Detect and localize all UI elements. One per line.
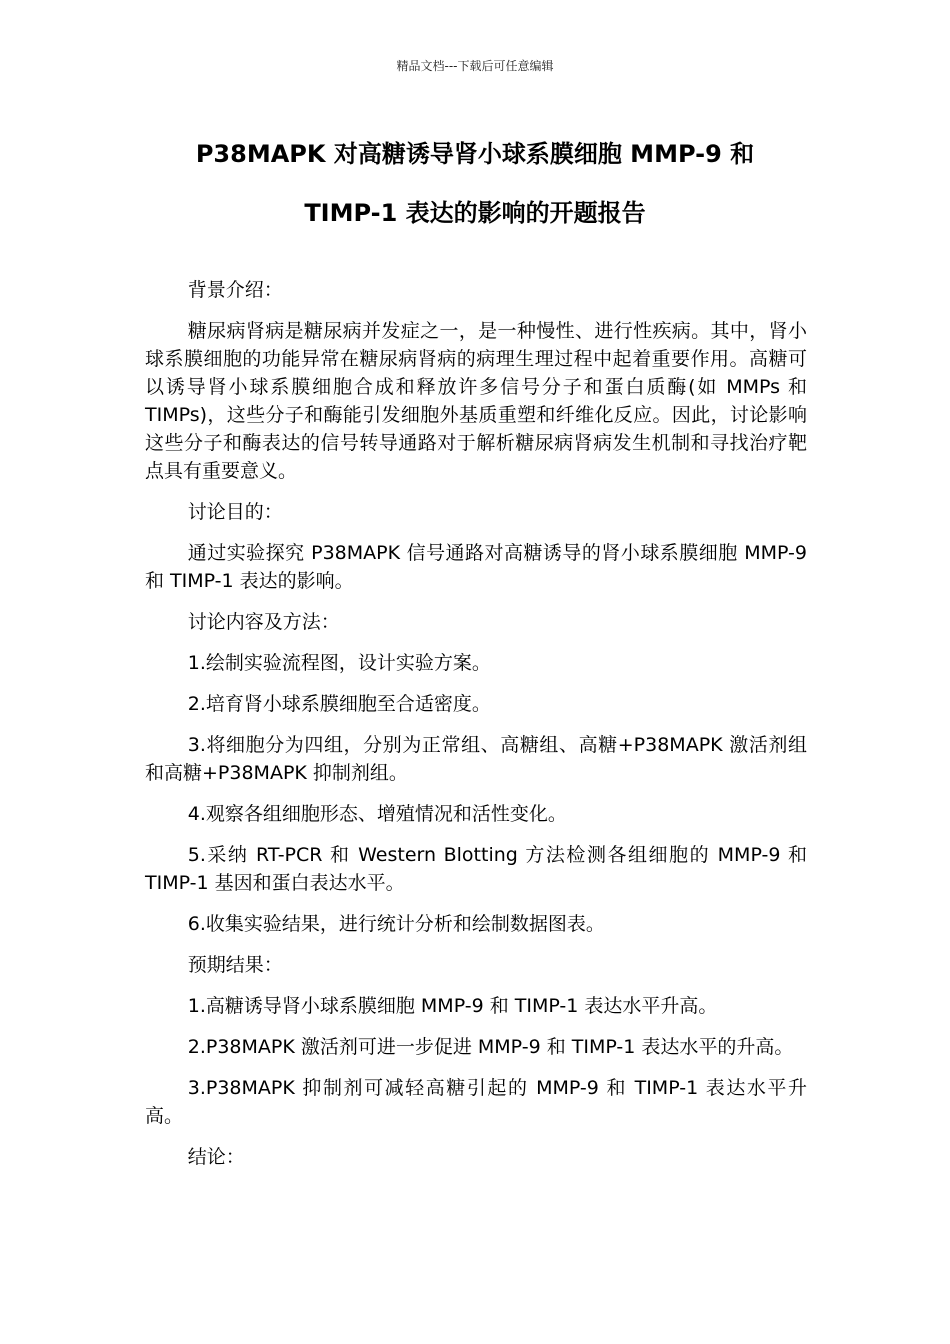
method-item: 5.采纳 RT-PCR 和 Western Blotting 方法检测各组细胞的 MMP-9 和 TIMP-1 基因和蛋白表达水平。 (145, 844, 807, 894)
expected-result-item: 2.P38MAPK 激活剂可进一步促进 MMP-9 和 TIMP-1 表达水平的升高。 (187, 1036, 794, 1058)
expected-result-item: 1.高糖诱导肾小球系膜细胞 MMP-9 和 TIMP-1 表达水平升高。 (187, 995, 718, 1017)
heading-background: 背景介绍： (187, 279, 283, 301)
paragraph-background: 糖尿病肾病是糖尿病并发症之一，是一种慢性、进行性疾病。其中，肾小球系膜细胞的功能异常在糖尿病肾病的病理生理过程中起着重要作用。高糖可以诱导肾小球系膜细胞合成和释放许多信号分子和蛋白质酶(如 MMPs 和 TIMPs)，这些分子和酶能引发细胞外基质重塑和纤维化反应。因此，讨论影响这些分子和酶表达的信号转导通路对于解析糖尿病肾病发生机制和寻找治疗靶点具有重要意义。 (145, 320, 807, 482)
heading-methods: 讨论内容及方法： (187, 611, 340, 633)
document-body (145, 276, 807, 1184)
method-item: 3.将细胞分为四组，分别为正常组、高糖组、高糖+P38MAPK 激活剂组和高糖+P38MAPK 抑制剂组。 (145, 734, 807, 784)
document-title-line-1: P38MAPK 对高糖诱导肾小球系膜细胞 MMP-9 和 (195, 140, 755, 168)
method-item: 1.绘制实验流程图，设计实验方案。 (187, 652, 491, 674)
method-item: 4.观察各组细胞形态、增殖情况和活性变化。 (187, 803, 567, 825)
heading-expected-results: 预期结果： (187, 954, 283, 976)
heading-purpose: 讨论目的： (187, 501, 283, 523)
header-note: 精品文档---下载后可任意编辑 (396, 59, 554, 73)
document-title-line-2: TIMP-1 表达的影响的开题报告 (304, 199, 646, 227)
expected-result-item: 3.P38MAPK 抑制剂可减轻高糖引起的 MMP-9 和 TIMP-1 表达水平升高。 (145, 1077, 807, 1127)
method-item: 2.培育肾小球系膜细胞至合适密度。 (187, 693, 491, 715)
method-item: 6.收集实验结果，进行统计分析和绘制数据图表。 (187, 913, 605, 935)
paragraph-purpose: 通过实验探究 P38MAPK 信号通路对高糖诱导的肾小球系膜细胞 MMP-9 和 TIMP-1 表达的影响。 (145, 542, 807, 592)
heading-conclusion: 结论： (187, 1146, 245, 1168)
